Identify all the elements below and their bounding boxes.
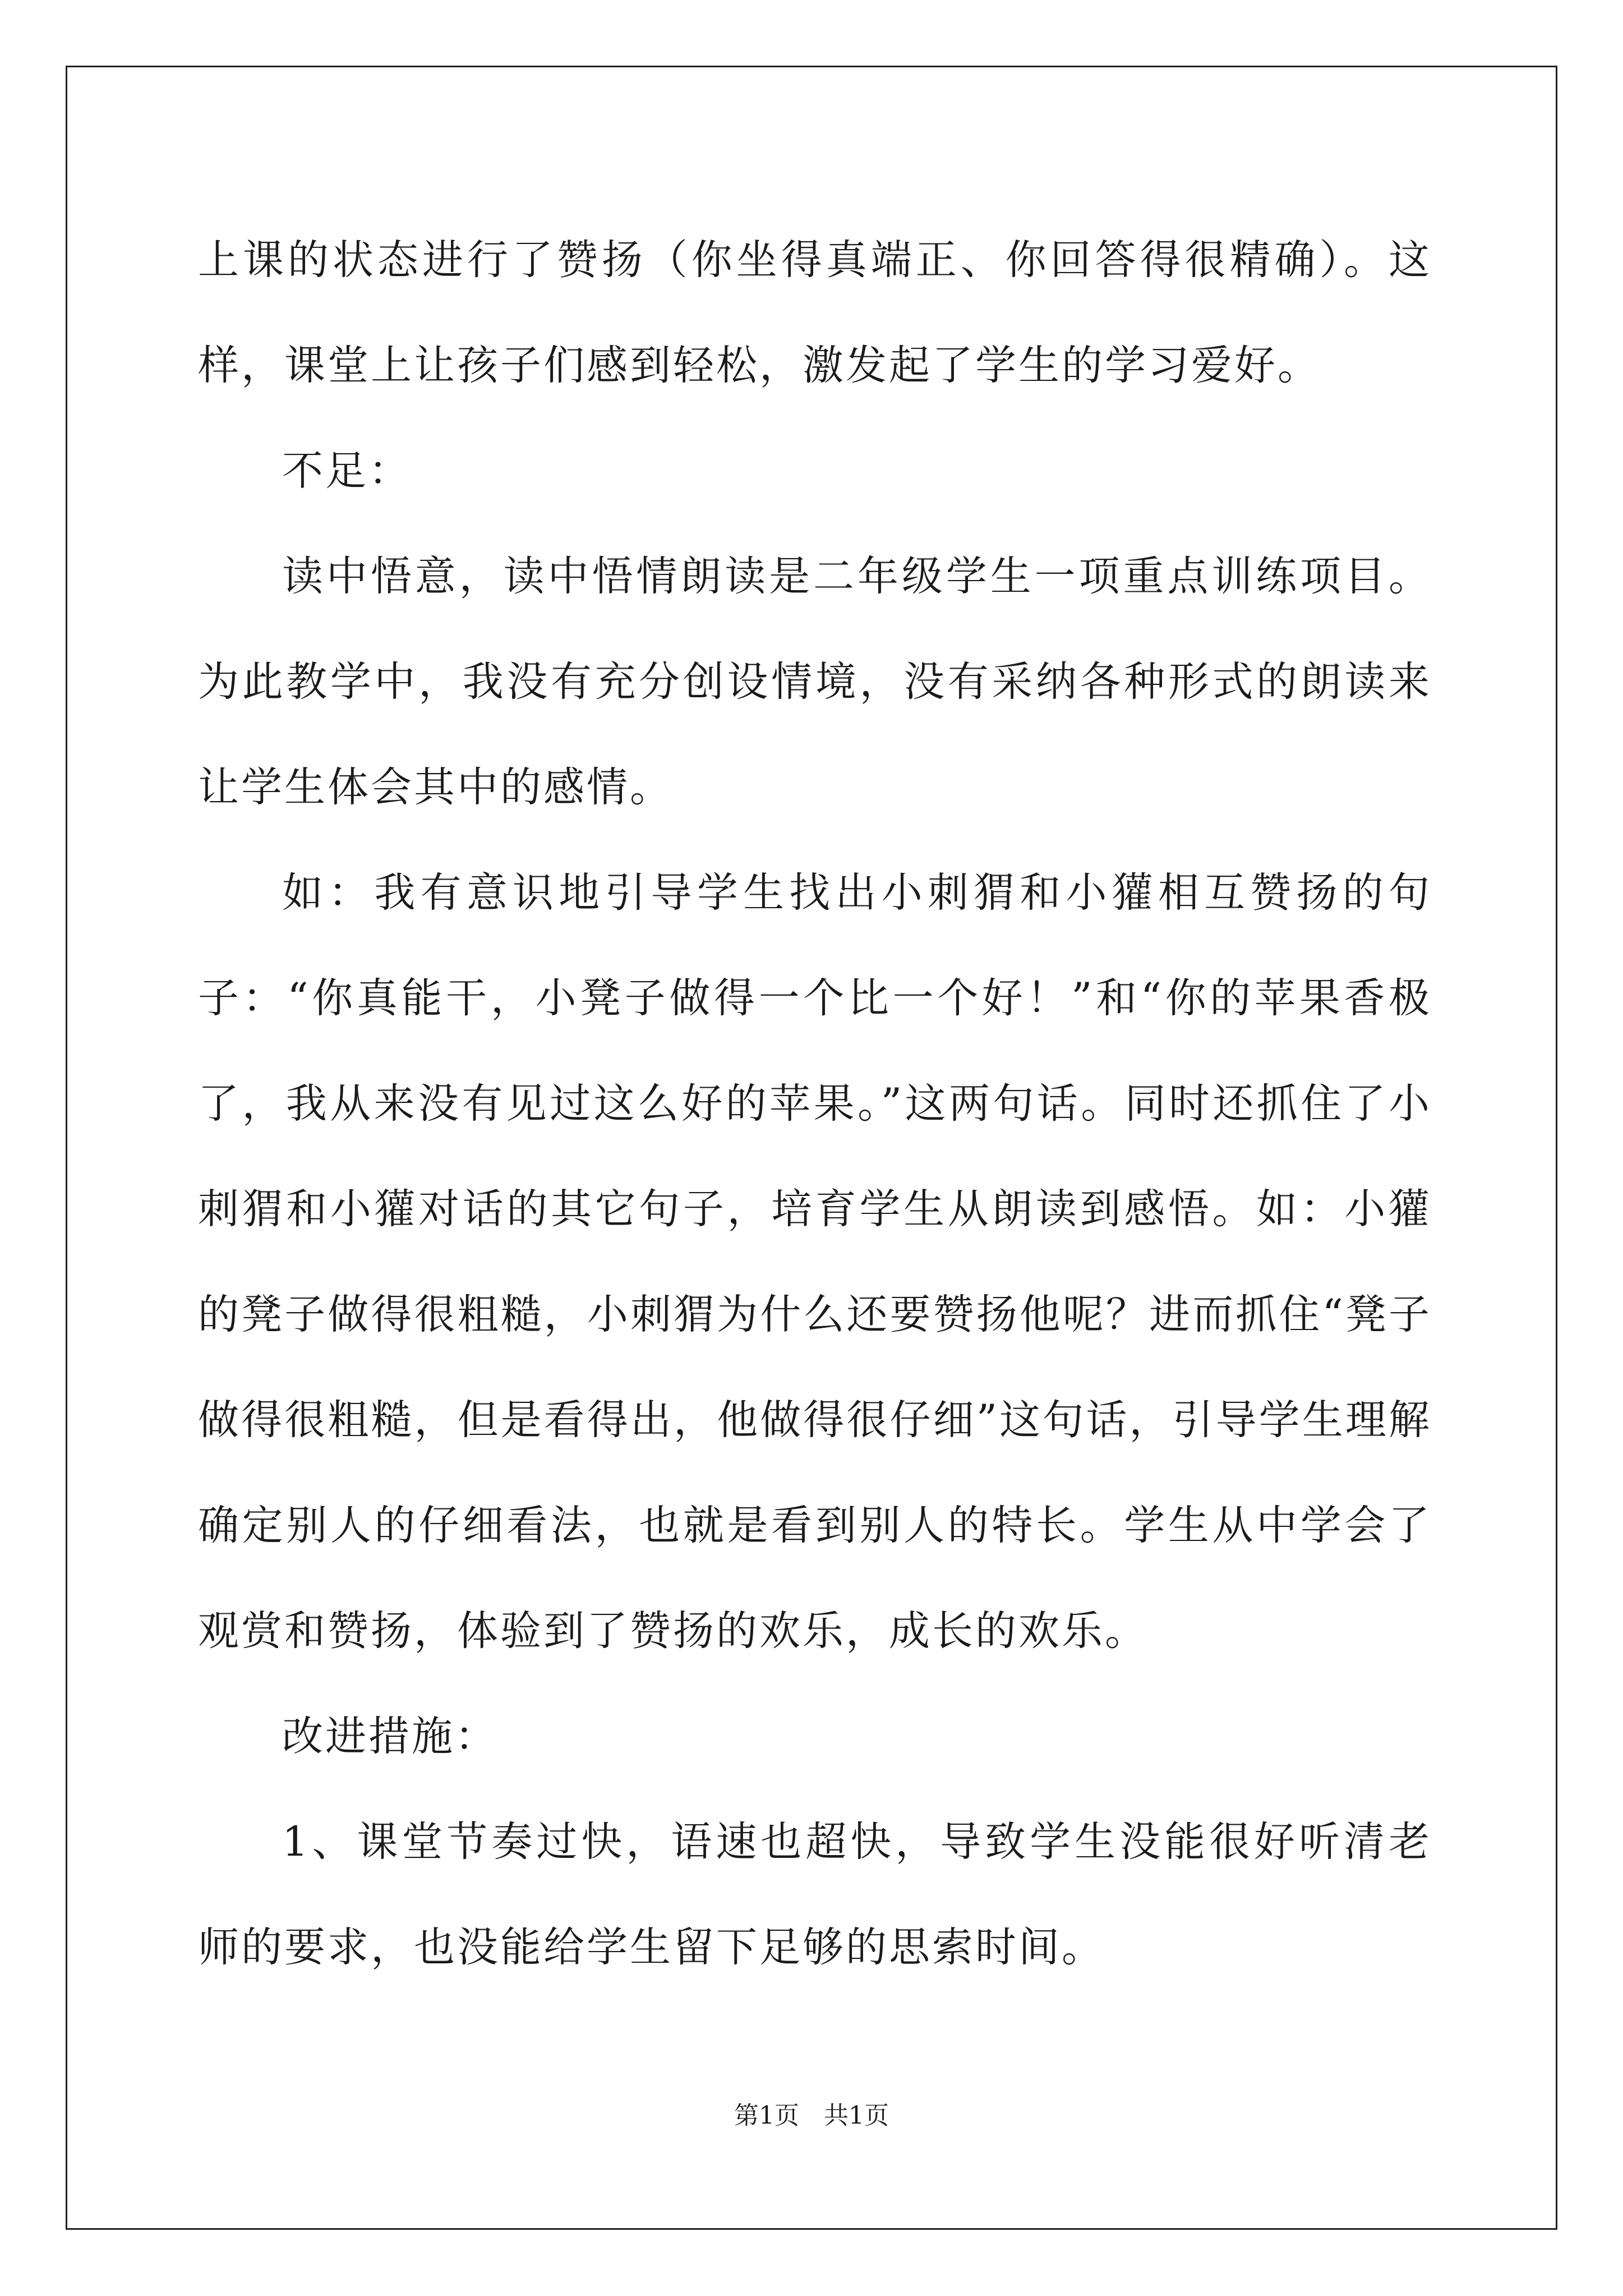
section-heading-improvements: 改进措施：: [282, 1713, 498, 1760]
paragraph: 如：我有意识地引导学生找出小刺猬和小獾相互赞扬的句子：“你真能干，小凳子做得一个比一个好！”和“你的苹果香极了，我从来没有见过这么好的苹果。”这两句话。同时还抓住了小刺猬和小獾对话的其它句子，培育学生从朗读到感悟。如：小獾的凳子做得很粗糙，小刺猬为什么还要赞扬他呢？进而抓住“凳子做得很粗糙，但是看得出，他做得很仔细”这句话，引导学生理解确定别人的仔细看法，也就是看到别人的特长。学生从中学会了观赏和赞扬，体验到了赞扬的欢乐，成长的欢乐。: [198, 869, 1432, 1655]
document-body: [198, 208, 1432, 2000]
paragraph: 1、课堂节奏过快，语速也超快，导致学生没能很好听清老师的要求，也没能给学生留下足够的思索时间。: [198, 1818, 1432, 1971]
page-number: 第1页: [734, 2101, 799, 2130]
section-heading-shortcomings: 不足：: [282, 447, 412, 495]
page-footer: [0, 2095, 1623, 2131]
page-total: 共1页: [824, 2101, 889, 2130]
paragraph: 读中悟意，读中悟情朗读是二年级学生一项重点训练项目。为此教学中，我没有充分创设情境，没有采纳各种形式的朗读来让学生体会其中的感情。: [198, 553, 1432, 811]
paragraph: 上课的状态进行了赞扬（你坐得真端正、你回答得很精确）。这样，课堂上让孩子们感到轻松，激发起了学生的学习爱好。: [198, 236, 1432, 389]
